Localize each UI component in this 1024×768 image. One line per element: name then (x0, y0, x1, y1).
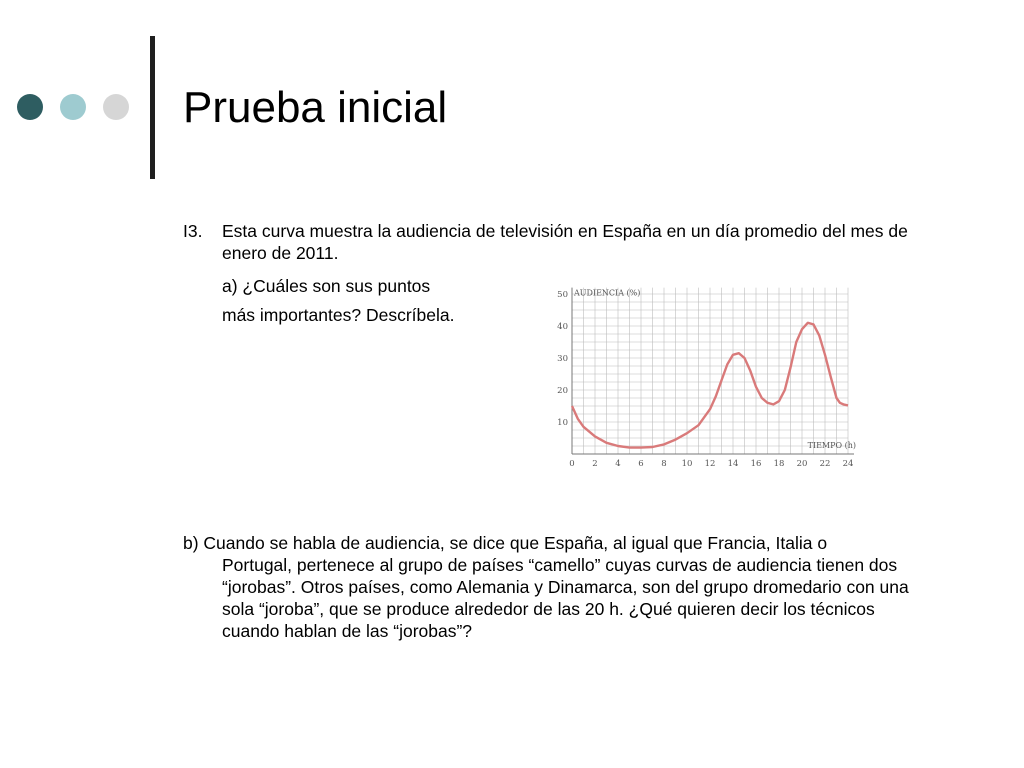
part-b-first-line: b) Cuando se habla de audiencia, se dice que España, al igual que Francia, Italia o (183, 533, 828, 553)
y-tick-label: 20 (557, 386, 568, 396)
part-a-line-1: a) ¿Cuáles son sus puntos (222, 276, 431, 296)
decorative-dot-light (103, 94, 129, 120)
x-tick-label: 0 (569, 459, 575, 469)
x-tick-label: 8 (661, 459, 667, 469)
x-tick-label: 6 (638, 459, 644, 469)
part-b-block (183, 532, 923, 642)
x-tick-label: 4 (615, 459, 621, 469)
slide-title: Prueba inicial (183, 83, 448, 132)
chart-axes (572, 288, 854, 454)
x-axis-label: TIEMPO (h) (807, 441, 856, 450)
x-tick-label: 14 (727, 459, 739, 469)
y-axis-label: AUDIENCIA (%) (574, 288, 641, 298)
y-tick-label: 10 (557, 418, 568, 428)
audience-chart (530, 272, 870, 472)
y-tick-label: 50 (557, 290, 568, 300)
question-number: I3. (183, 221, 203, 241)
x-tick-label: 20 (796, 459, 808, 469)
part-b-continuation: Portugal, pertenece al grupo de países “camello” cuyas curvas de audiencia tienen dos “jorobas”. Otros países, como Alemania y Dinamarca, son del grupo dromedario con una sola “joroba”, que se produce alrededor de las 20 h. ¿Qué quieren decir los técnicos cuando hablan de las “jorobas”? (222, 555, 909, 641)
x-tick-label: 16 (750, 459, 762, 469)
x-tick-label: 2 (592, 459, 598, 469)
y-tick-label: 30 (557, 354, 568, 364)
title-divider-bar (150, 36, 155, 179)
decorative-dot-medium (60, 94, 86, 120)
chart-grid (572, 288, 848, 454)
part-a-line-2: más importantes? Descríbela. (222, 305, 455, 325)
x-tick-label: 24 (842, 459, 854, 469)
x-tick-label: 12 (704, 459, 716, 469)
question-text: Esta curva muestra la audiencia de televisión en España en un día promedio del mes de enero de 2011. (222, 221, 908, 263)
x-tick-label: 10 (681, 459, 693, 469)
decorative-dot-dark (17, 94, 43, 120)
x-tick-label: 18 (773, 459, 785, 469)
x-tick-label: 22 (819, 459, 831, 469)
y-tick-label: 40 (557, 322, 568, 332)
